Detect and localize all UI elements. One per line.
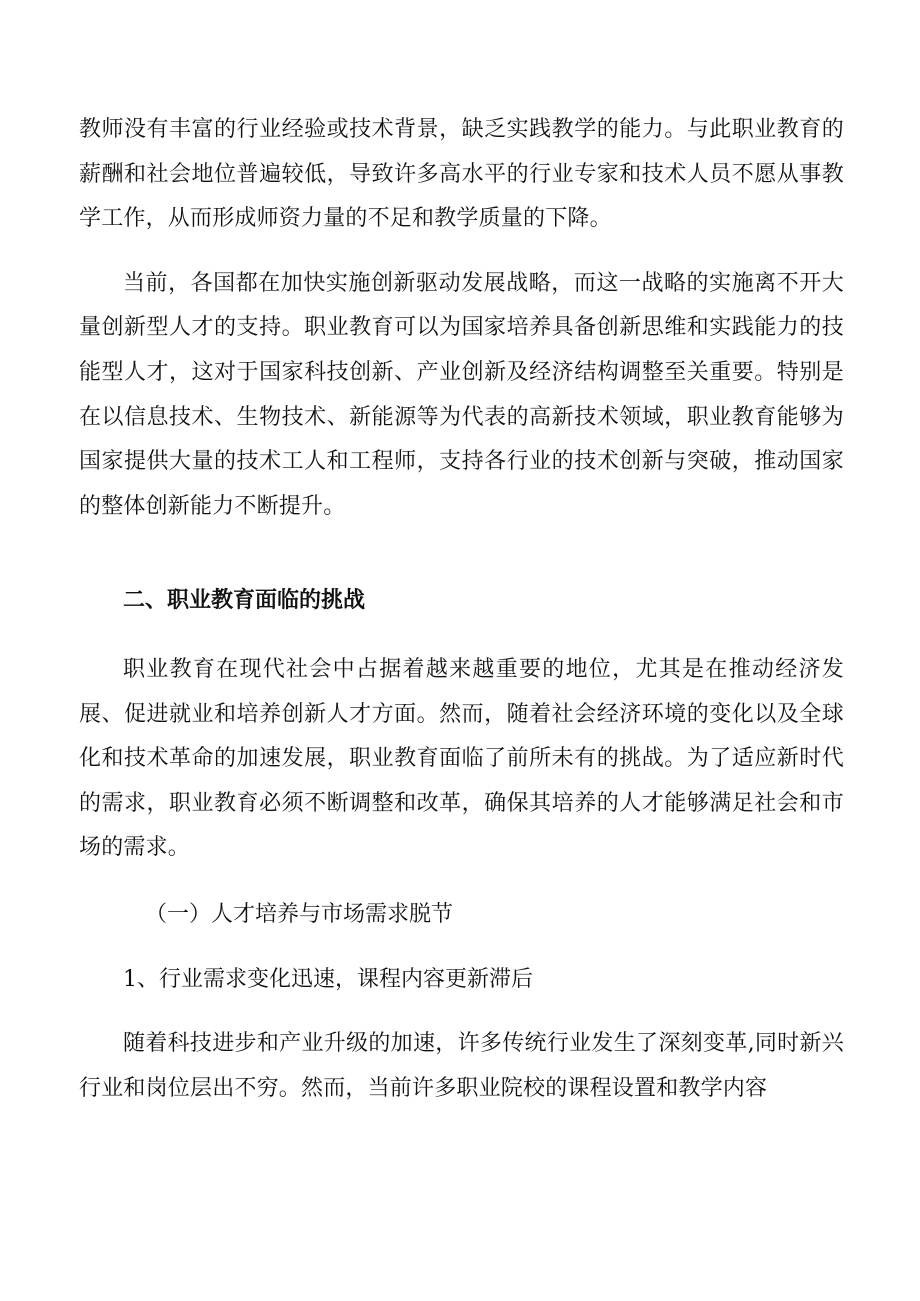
paragraph-challenges: 职业教育在现代社会中占据着越来越重要的地位，尤其是在推动经济发展、促进就业和培养创新人才方面。然而，随着社会经济环境的变化以及全球化和技术革命的加速发展，职业教育面临了前所未有的挑战。为了适应新时代的需求，职业教育必须不断调整和改革，确保其培养的人才能够满足社会和市场的需求。 (79, 656, 844, 861)
paragraph-innovation: 当前，各国都在加快实施创新驱动发展战略，而这一战略的实施离不开大量创新型人才的支持。职业教育可以为国家培养具备创新思维和实践能力的技能型人才，这对于国家科技创新、产业创新及经济结构调整至关重要。特别是在以信息技术、生物技术、新能源等为代表的高新技术领域，职业教育能够为国家提供大量的技术工人和工程师，支持各行业的技术创新与突破，推动国家的整体创新能力不断提升。 (79, 270, 844, 519)
item-heading: 1、行业需求变化迅速，课程内容更新滞后 (123, 966, 533, 992)
paragraph-industry-change: 随着科技进步和产业升级的加速，许多传统行业发生了深刻变革,同时新兴行业和岗位层出不穷。然而，当前许多职业院校的课程设置和教学内容 (79, 1031, 844, 1101)
paragraph-continuation: 教师没有丰富的行业经验或技术背景，缺乏实践教学的能力。与此职业教育的薪酬和社会地位普遍较低，导致许多高水平的行业专家和技术人员不愿从事教学工作，从而形成师资力量的不足和教学质量的下降。 (79, 117, 844, 232)
subsection-heading: （一）人才培养与市场需求脱节 (145, 901, 454, 927)
section-heading: 二、职业教育面临的挑战 (123, 588, 366, 614)
